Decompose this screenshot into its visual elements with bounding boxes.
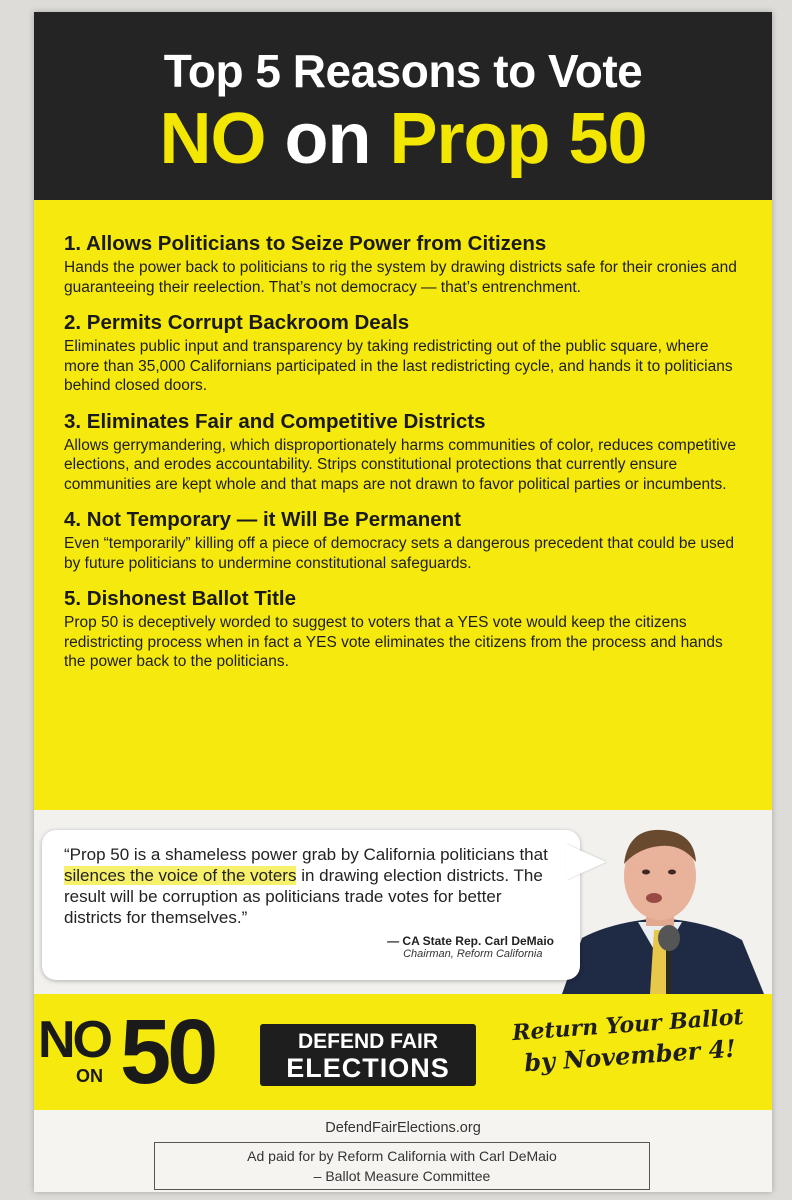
- logo-on: ON: [76, 1066, 103, 1086]
- quote-author: — CA State Rep. Carl DeMaio: [387, 934, 554, 948]
- reason-body: Hands the power back to politicians to rig the system by drawing districts safe for their cronies and guaranteeing their reelection. That’s not democracy — that’s entrenchment.: [64, 259, 737, 296]
- paid-by-disclaimer: [154, 1142, 650, 1190]
- defend-fair-elections-badge: [260, 1024, 476, 1086]
- defend-line2: ELECTIONS: [286, 1053, 450, 1083]
- reason-item: [64, 587, 742, 672]
- quote-text-part2: in drawing election districts. The result will be corruption as politicians trade votes for better districts for themselves.”: [64, 866, 543, 927]
- no-on-50-logo: [38, 1001, 248, 1104]
- paid-by-line2: – Ballot Measure Committee: [313, 1168, 491, 1184]
- reason-title: 5. Dishonest Ballot Title: [64, 587, 296, 610]
- header-banner: [34, 12, 772, 200]
- headline-main: [34, 98, 772, 180]
- reason-title: 3. Eliminates Fair and Competitive Districts: [64, 409, 486, 433]
- reason-item: [64, 410, 742, 495]
- reason-body: Even “temporarily” killing off a piece of democracy sets a dangerous precedent that could be used by future politicians to undermine constitutional safeguards.: [64, 535, 735, 572]
- headline-prop: Prop 50: [389, 99, 647, 179]
- quote-bubble-tail: [566, 844, 606, 880]
- quote-section: [34, 810, 772, 994]
- headline-on: on: [284, 99, 371, 179]
- reason-item: [64, 508, 742, 573]
- reason-title: 1. Allows Politicians to Seize Power from Citizens: [64, 232, 547, 255]
- website-url: DefendFairElections.org: [325, 1120, 481, 1136]
- headline-top: Top 5 Reasons to Vote: [163, 45, 643, 97]
- return-ballot-callout: [502, 1001, 756, 1080]
- reasons-list: [34, 200, 772, 810]
- logo-no: NO: [38, 1011, 110, 1069]
- quote-bubble: [42, 830, 580, 980]
- paid-by-line1: Ad paid for by Reform California with Carl DeMaio: [247, 1148, 557, 1164]
- quote-author-title: Chairman, Reform California: [403, 948, 543, 960]
- return-line1: Return Your Ballot: [511, 1003, 745, 1047]
- reason-body: Eliminates public input and transparency by taking redistricting out of the public square, where more than 35,000 Californians participated in the last redistricting cycle, and hands it to politicians behind closed doors.: [64, 338, 733, 394]
- flyer: [34, 12, 772, 1192]
- reason-title: 2. Permits Corrupt Backroom Deals: [64, 311, 410, 334]
- reason-body: Prop 50 is deceptively worded to suggest to voters that a YES vote would keep the citizens redistricting process when in fact a YES vote eliminates the citizens from the process and hands the power back to the politicians.: [64, 614, 723, 670]
- quote-text: [64, 844, 560, 928]
- quote-attribution: [387, 934, 554, 960]
- return-line2: by November 4!: [523, 1033, 737, 1078]
- reason-item: [64, 232, 742, 297]
- quote-highlight: silences the voice of the voters: [64, 866, 297, 885]
- headline-no: NO: [159, 99, 266, 179]
- defend-line1: DEFEND FAIR: [297, 1030, 438, 1053]
- logo-fifty: 50: [120, 1001, 215, 1103]
- footer-band: [34, 994, 772, 1110]
- reason-body: Allows gerrymandering, which disproportionately harms communities of color, reduces competitive elections, and erodes accountability. Strips constitutional protections that currently ensure communities are kept whole and that maps are not drawn to favor political parties or incumbents.: [64, 436, 736, 493]
- reason-title: 4. Not Temporary — it Will Be Permanent: [64, 508, 461, 531]
- reason-item: [64, 311, 742, 396]
- quote-text-part1: “Prop 50 is a shameless power grab by California politicians that: [64, 845, 548, 864]
